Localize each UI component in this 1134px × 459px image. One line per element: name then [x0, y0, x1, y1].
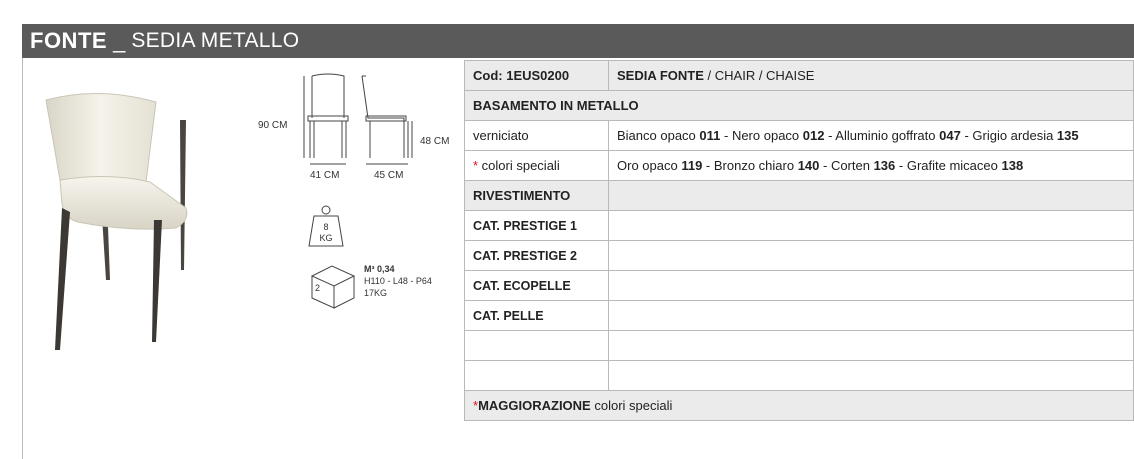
empty-cell: [465, 361, 609, 391]
surcharge-label: MAGGIORAZIONE: [478, 398, 591, 413]
table-row: [465, 121, 1134, 151]
empty-cell: [609, 241, 1134, 271]
empty-cell: [465, 331, 609, 361]
color-code: 047: [939, 128, 961, 143]
color-name: - Grigio ardesia: [960, 128, 1057, 143]
table-row: [465, 271, 1134, 301]
color-code: 119: [681, 158, 703, 173]
product-subtitle: SEDIA METALLO: [131, 29, 300, 52]
empty-cell: [609, 271, 1134, 301]
special-colors: [609, 151, 1134, 181]
product-code: Cod: 1EUS0200: [465, 61, 609, 91]
color-name: - Bronzo chiaro: [702, 158, 798, 173]
asterisk: *: [473, 398, 479, 413]
dim-width: 41 CM: [310, 170, 340, 181]
asterisk: *: [473, 158, 479, 173]
product-brand: FONTE: [30, 28, 108, 53]
table-row: [465, 151, 1134, 181]
table-row: [465, 301, 1134, 331]
empty-cell: [609, 301, 1134, 331]
color-code: 140: [797, 158, 820, 173]
color-code: 135: [1056, 128, 1079, 143]
weight-unit: KG: [319, 233, 333, 243]
weight-value: 8: [323, 222, 329, 232]
finish-label: verniciato: [465, 121, 609, 151]
package-weight: 17KG: [364, 288, 388, 298]
color-name: - Alluminio goffrato: [824, 128, 940, 143]
color-name: Oro opaco: [617, 158, 682, 173]
table-row: [465, 361, 1134, 391]
surcharge-text: colori speciali: [590, 398, 673, 413]
dim-height: 90 CM: [258, 120, 288, 131]
surcharge-note: [465, 391, 1134, 421]
color-name: - Corten: [819, 158, 874, 173]
special-colors-label: colori speciali: [478, 158, 560, 173]
category-label: CAT. ECOPELLE: [465, 271, 609, 301]
dim-seat-height: 48 CM: [420, 136, 450, 147]
empty-cell: [609, 181, 1134, 211]
table-row: [465, 331, 1134, 361]
chair-image: [38, 80, 213, 355]
package-info: [306, 262, 456, 322]
table-row: [465, 391, 1134, 421]
color-name: Bianco opaco: [617, 128, 700, 143]
title-bar: [22, 24, 1134, 58]
finish-colors: [609, 121, 1134, 151]
section-base: BASAMENTO IN METALLO: [465, 91, 1134, 121]
dimension-drawing: [258, 72, 458, 184]
package-count: 2: [315, 283, 321, 293]
product-name-translations: / CHAIR / CHAISE: [703, 68, 815, 83]
package-volume: M³ 0,34: [364, 264, 395, 274]
category-label: CAT. PRESTIGE 1: [465, 211, 609, 241]
special-colors-label-cell: [465, 151, 609, 181]
table-row: [465, 91, 1134, 121]
table-row: [465, 61, 1134, 91]
package-size: H110 - L48 - P64: [364, 276, 432, 286]
table-row: [465, 241, 1134, 271]
empty-cell: [609, 361, 1134, 391]
color-name: - Nero opaco: [720, 128, 803, 143]
category-label: CAT. PRESTIGE 2: [465, 241, 609, 271]
left-divider: [22, 58, 23, 459]
color-code: 138: [1001, 158, 1024, 173]
weight-icon: [306, 204, 346, 250]
table-row: [465, 181, 1134, 211]
color-code: 012: [802, 128, 825, 143]
color-name: - Grafite micaceo: [895, 158, 1002, 173]
title-separator: _: [113, 28, 126, 53]
section-cover: RIVESTIMENTO: [465, 181, 609, 211]
color-code: 136: [873, 158, 896, 173]
empty-cell: [609, 331, 1134, 361]
dim-depth: 45 CM: [374, 170, 404, 181]
product-name: SEDIA FONTE: [617, 68, 704, 83]
table-row: [465, 211, 1134, 241]
empty-cell: [609, 211, 1134, 241]
category-label: CAT. PELLE: [465, 301, 609, 331]
color-code: 011: [699, 128, 721, 143]
spec-table: [464, 60, 1134, 421]
product-name-cell: [609, 61, 1134, 91]
